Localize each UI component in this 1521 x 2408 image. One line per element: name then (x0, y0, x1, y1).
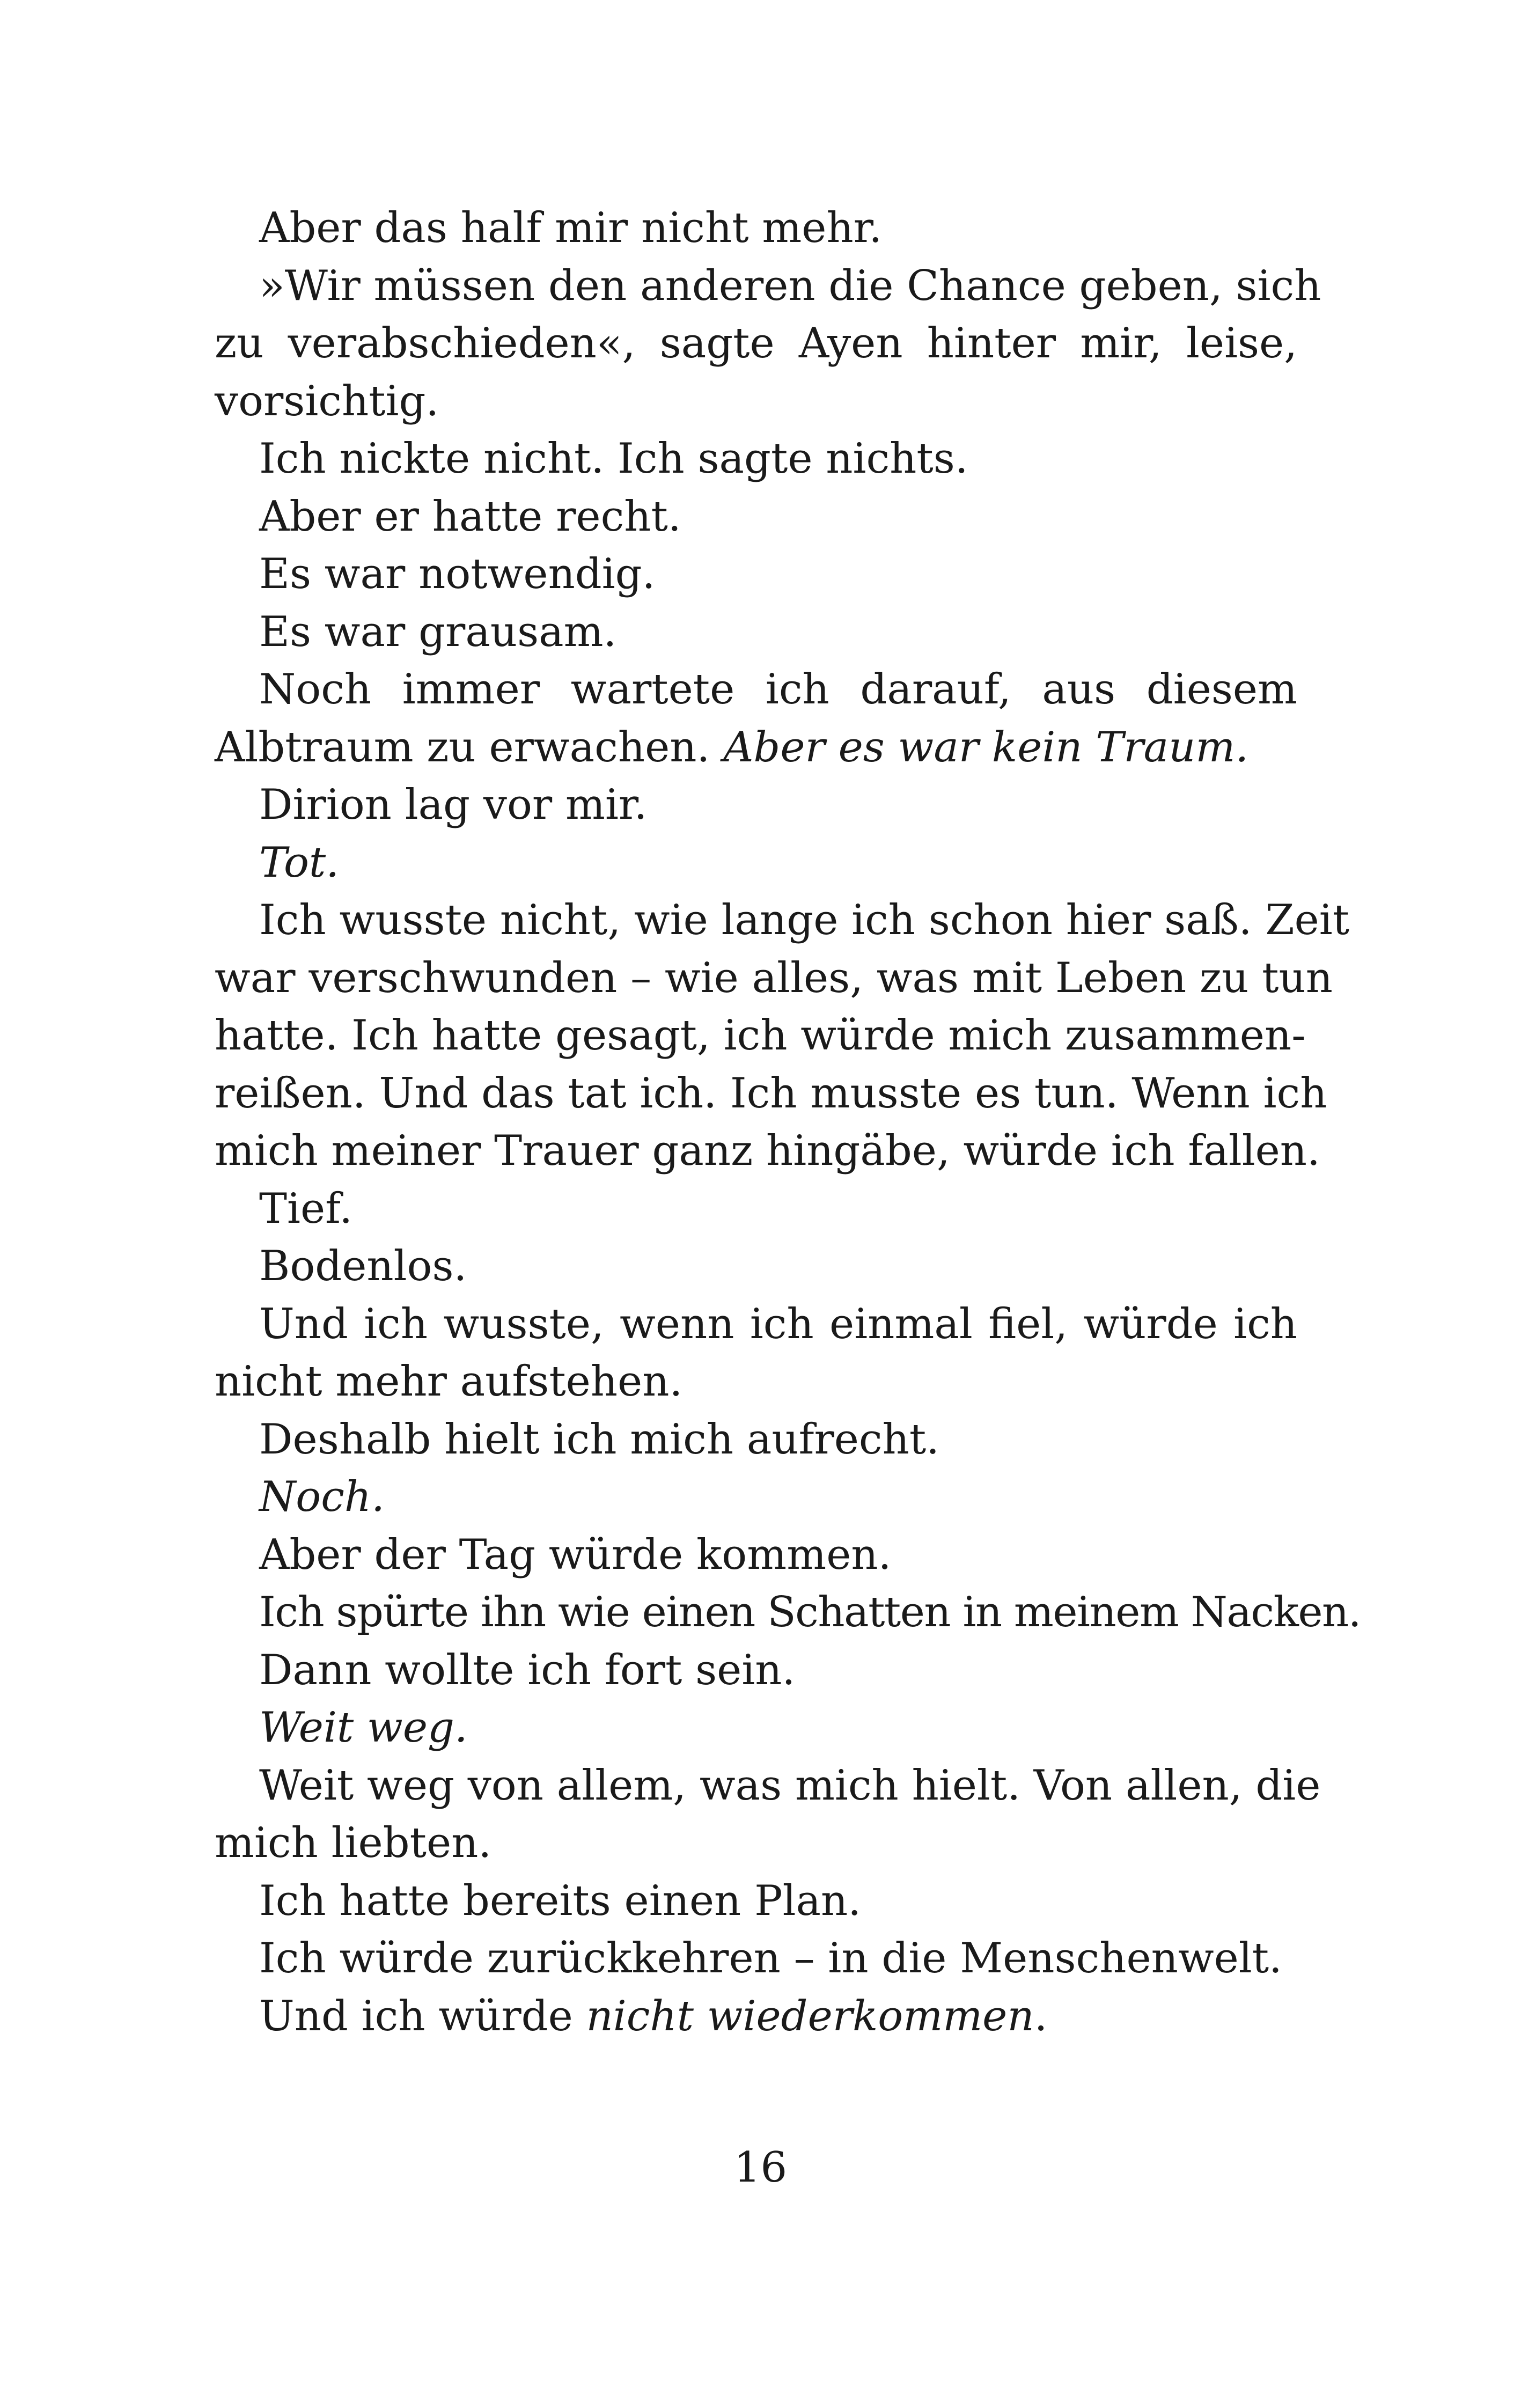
text-line: Aber das half mir nicht mehr. (259, 204, 883, 252)
text-line: Es war grausam. (259, 607, 617, 656)
paragraph (215, 488, 1297, 546)
text-line: Es war notwendig. (259, 550, 656, 598)
paragraph (215, 1699, 1297, 1757)
paragraph (215, 1526, 1297, 1584)
text-line: Aber er hatte recht. (259, 492, 681, 541)
text-line: Ich hatte bereits einen Plan. (259, 1876, 862, 1925)
paragraph (215, 834, 1297, 892)
text-run: Albtraum zu erwachen. (215, 723, 724, 772)
italic-line: Weit weg. (259, 1704, 468, 1752)
paragraph (215, 1584, 1361, 1642)
paragraph (215, 892, 1350, 1180)
italic-line: Tot. (259, 838, 340, 887)
text-line: Deshalb hielt ich mich aufrecht. (259, 1415, 939, 1464)
paragraph (215, 1411, 1297, 1469)
text-run: . (1034, 1992, 1048, 2040)
text-line: Ich spürte ihn wie einen Schatten in meinem Nacken. (259, 1588, 1361, 1636)
text-run: Und ich würde (259, 1992, 586, 2040)
text-line: mich liebten. (215, 1819, 492, 1867)
paragraph (215, 430, 1297, 488)
paragraph (215, 661, 1297, 776)
text-line: Tief. (259, 1184, 353, 1233)
text-line: Ich wusste nicht, wie lange ich schon hier saß. Zeit (259, 896, 1350, 944)
paragraph (215, 546, 1297, 604)
text-line: nicht mehr aufstehen. (215, 1357, 683, 1406)
paragraph (215, 200, 1297, 258)
paragraph (215, 776, 1297, 834)
paragraph (215, 1873, 1297, 1930)
paragraph (215, 604, 1297, 662)
paragraph (215, 1469, 1297, 1526)
page-body (215, 200, 1361, 2045)
text-line (215, 719, 1297, 777)
paragraph (215, 1988, 1297, 2046)
italic-text: Aber es war kein Traum. (723, 723, 1249, 772)
text-line: Ich würde zurückkehren – in die Menschenwelt. (259, 1934, 1282, 1983)
text-line: zu verabschieden«, sagte Ayen hinter mir, leise, (215, 319, 1297, 368)
text-line: mich meiner Trauer ganz hingäbe, würde ich fallen. (215, 1127, 1320, 1175)
text-line: Dirion lag vor mir. (259, 781, 648, 829)
paragraph (215, 1930, 1297, 1988)
text-line: Aber der Tag würde kommen. (259, 1530, 892, 1579)
italic-text: nicht wiederkommen (586, 1992, 1034, 2040)
text-line: reißen. Und das tat ich. Ich musste es tun. Wenn ich (215, 1069, 1327, 1118)
paragraph (215, 1296, 1297, 1411)
paragraph (215, 1238, 1297, 1296)
text-line: Ich nickte nicht. Ich sagte nichts. (259, 435, 968, 483)
text-line: Dann wollte ich fort sein. (259, 1646, 796, 1694)
text-line: »Wir müssen den anderen die Chance geben, sich (259, 261, 1321, 310)
text-line: vorsichtig. (215, 377, 439, 425)
paragraph (215, 1180, 1297, 1238)
italic-line: Noch. (259, 1473, 385, 1521)
text-line: hatte. Ich hatte gesagt, ich würde mich zusammen- (215, 1011, 1306, 1060)
paragraph (215, 1757, 1321, 1873)
text-line (215, 1988, 1297, 2046)
text-line: Weit weg von allem, was mich hielt. Von allen, die (259, 1761, 1321, 1810)
text-line: war verschwunden – wie alles, was mit Leben zu tun (215, 953, 1333, 1002)
text-line: Noch immer wartete ich darauf, aus diesem (259, 665, 1297, 714)
text-line: Und ich wusste, wenn ich einmal fiel, würde ich (259, 1300, 1297, 1348)
page-number: 16 (733, 2143, 788, 2192)
paragraph (215, 1642, 1297, 1700)
paragraph (215, 258, 1321, 431)
text-line: Bodenlos. (259, 1242, 467, 1290)
